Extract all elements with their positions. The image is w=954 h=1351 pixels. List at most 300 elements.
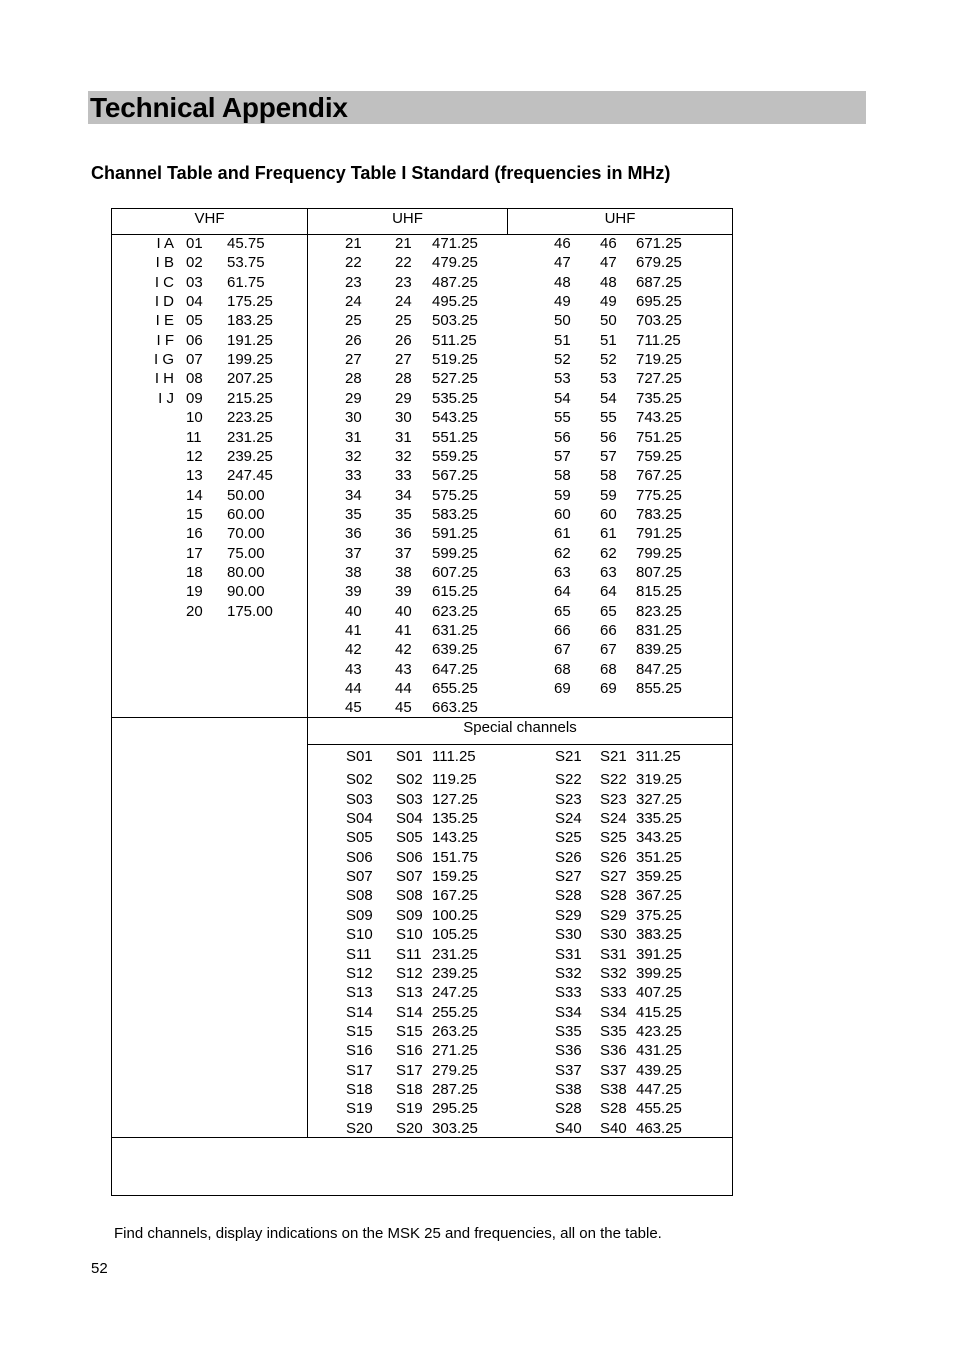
- frequency: 615.25: [432, 583, 478, 601]
- frequency: 391.25: [636, 945, 682, 963]
- display-code: S20: [396, 1119, 423, 1137]
- frequency: 327.25: [636, 790, 682, 808]
- frequency: 375.25: [636, 906, 682, 924]
- display-code: S18: [396, 1080, 423, 1098]
- frequency: 687.25: [636, 273, 682, 291]
- frequency: 287.25: [432, 1080, 478, 1098]
- frequency: 319.25: [636, 771, 682, 789]
- channel-code: 35: [345, 505, 362, 523]
- display-code: S06: [396, 848, 423, 866]
- channel-code: S04: [346, 810, 373, 828]
- channel-code: 24: [345, 293, 362, 311]
- display-code: 50: [600, 312, 617, 330]
- frequency: 53.75: [227, 254, 265, 272]
- table-footnote: Find channels, display indications on the MSK 25 and frequencies, all on the table.: [114, 1225, 662, 1242]
- display-code: 61: [600, 525, 617, 543]
- channel-code: 42: [345, 641, 362, 659]
- display-code: 39: [395, 583, 412, 601]
- frequency: 719.25: [636, 351, 682, 369]
- frequency: 439.25: [636, 1061, 682, 1079]
- title-bar: [88, 91, 866, 124]
- channel-code: 44: [345, 680, 362, 698]
- frequency: 335.25: [636, 810, 682, 828]
- frequency: 80.00: [227, 563, 265, 581]
- frequency: 487.25: [432, 273, 478, 291]
- channel-code: 32: [345, 447, 362, 465]
- frequency: 415.25: [636, 1003, 682, 1021]
- display-code: 44: [395, 680, 412, 698]
- frequency: 807.25: [636, 563, 682, 581]
- channel-code: S34: [555, 1003, 582, 1021]
- frequency: 223.25: [227, 409, 273, 427]
- channel-code: S37: [555, 1061, 582, 1079]
- display-code: S30: [600, 926, 627, 944]
- frequency: 50.00: [227, 486, 265, 504]
- display-code: S34: [600, 1003, 627, 1021]
- display-code: S25: [600, 829, 627, 847]
- display-code: 25: [395, 312, 412, 330]
- display-code: 51: [600, 331, 617, 349]
- frequency: 100.25: [432, 906, 478, 924]
- channel-code: 36: [345, 525, 362, 543]
- display-code: S08: [396, 887, 423, 905]
- frequency: 767.25: [636, 467, 682, 485]
- channel-code: I G: [153, 351, 174, 369]
- channel-code: S36: [555, 1042, 582, 1060]
- channel-code: 52: [554, 351, 571, 369]
- frequency: 311.25: [636, 748, 681, 765]
- frequency: 791.25: [636, 525, 682, 543]
- frequency: 279.25: [432, 1061, 478, 1079]
- display-code: 52: [600, 351, 617, 369]
- display-code: S28: [600, 887, 627, 905]
- table-subtitle: Channel Table and Frequency Table I Standard (frequencies in MHz): [91, 163, 671, 183]
- frequency: 151.75: [432, 848, 478, 866]
- display-code: 19: [186, 583, 203, 601]
- frequency: 455.25: [636, 1100, 682, 1118]
- display-code: 21: [395, 235, 412, 252]
- frequency: 359.25: [636, 868, 682, 886]
- frequency: 431.25: [636, 1042, 682, 1060]
- display-code: 01: [186, 235, 203, 252]
- channel-code: I B: [155, 254, 174, 272]
- frequency: 663.25: [432, 699, 478, 717]
- display-code: 66: [600, 622, 617, 639]
- frequency: 599.25: [432, 544, 478, 562]
- display-code: 29: [395, 389, 412, 407]
- frequency: 183.25: [227, 312, 273, 330]
- channel-code: 21: [345, 235, 362, 252]
- header-uhf-1: UHF: [392, 210, 423, 227]
- display-code: 28: [395, 370, 412, 388]
- display-code: 42: [395, 641, 412, 659]
- frequency: 823.25: [636, 602, 682, 620]
- frequency: 631.25: [432, 622, 478, 639]
- frequency: 303.25: [432, 1119, 478, 1137]
- frequency: 639.25: [432, 641, 478, 659]
- channel-code: 59: [554, 486, 571, 504]
- header-uhf-2: UHF: [604, 210, 636, 227]
- channel-code: 48: [554, 273, 571, 291]
- frequency: 135.25: [432, 810, 478, 828]
- display-code: 33: [395, 467, 412, 485]
- channel-code: 27: [345, 351, 362, 369]
- display-code: S21: [600, 748, 627, 765]
- display-code: 57: [600, 447, 617, 465]
- display-code: 15: [186, 505, 203, 523]
- display-code: 09: [186, 389, 203, 407]
- channel-code: 61: [554, 525, 571, 543]
- frequency: 45.75: [227, 235, 265, 252]
- display-code: 56: [600, 428, 617, 446]
- display-code: S16: [396, 1042, 423, 1060]
- display-code: 08: [186, 370, 203, 388]
- frequency: 127.25: [432, 790, 478, 808]
- frequency: 407.25: [636, 984, 682, 1002]
- display-code: 36: [395, 525, 412, 543]
- frequency: 175.00: [227, 602, 273, 620]
- display-code: 54: [600, 389, 617, 407]
- channel-code: 51: [554, 331, 571, 349]
- channel-code: 56: [554, 428, 571, 446]
- frequency: 591.25: [432, 525, 478, 543]
- channel-code: 67: [554, 641, 571, 659]
- channel-code: S28: [555, 1100, 582, 1118]
- frequency: 655.25: [432, 680, 478, 698]
- frequency: 447.25: [636, 1080, 682, 1098]
- frequency: 623.25: [432, 602, 478, 620]
- frequency: 191.25: [227, 331, 273, 349]
- channel-code: 50: [554, 312, 571, 330]
- channel-code: 64: [554, 583, 571, 601]
- display-code: S09: [396, 906, 423, 924]
- display-code: 02: [186, 254, 203, 272]
- frequency: 105.25: [432, 926, 478, 944]
- display-code: 34: [395, 486, 412, 504]
- channel-code: I C: [154, 273, 174, 291]
- frequency: 575.25: [432, 486, 478, 504]
- channel-code: S13: [346, 984, 373, 1002]
- channel-code: 69: [554, 680, 571, 698]
- display-code: S10: [396, 926, 423, 944]
- channel-code: 53: [554, 370, 571, 388]
- channel-code: S21: [555, 748, 582, 765]
- display-code: S04: [396, 810, 423, 828]
- frequency: 711.25: [636, 331, 681, 349]
- frequency: 295.25: [432, 1100, 478, 1118]
- display-code: S03: [396, 790, 423, 808]
- frequency: 70.00: [227, 525, 265, 543]
- display-code: 27: [395, 351, 412, 369]
- frequency: 239.25: [432, 964, 478, 982]
- channel-code: S26: [555, 848, 582, 866]
- channel-code: S24: [555, 810, 582, 828]
- display-code: S22: [600, 771, 627, 789]
- channel-code: 57: [554, 447, 571, 465]
- frequency: 695.25: [636, 293, 682, 311]
- channel-code: S10: [346, 926, 373, 944]
- display-code: S27: [600, 868, 627, 886]
- display-code: 05: [186, 312, 203, 330]
- frequency: 143.25: [432, 829, 478, 847]
- channel-code: 34: [345, 486, 362, 504]
- channel-code: 49: [554, 293, 571, 311]
- frequency: 751.25: [636, 428, 682, 446]
- frequency: 351.25: [636, 848, 682, 866]
- frequency: 159.25: [432, 868, 478, 886]
- special-header-divider: [308, 744, 732, 745]
- display-code: 06: [186, 331, 203, 349]
- channel-code: 55: [554, 409, 571, 427]
- frequency: 383.25: [636, 926, 682, 944]
- frequency: 247.45: [227, 467, 273, 485]
- channel-code: 46: [554, 235, 571, 252]
- channel-code: S12: [346, 964, 373, 982]
- display-code: S28: [600, 1100, 627, 1118]
- display-code: S29: [600, 906, 627, 924]
- display-code: 59: [600, 486, 617, 504]
- display-code: 38: [395, 563, 412, 581]
- channel-code: S32: [555, 964, 582, 982]
- display-code: 65: [600, 602, 617, 620]
- header-vhf: VHF: [194, 210, 225, 227]
- channel-code: 30: [345, 409, 362, 427]
- channel-code: S07: [346, 868, 373, 886]
- frequency: 511.25: [432, 331, 477, 349]
- display-code: S38: [600, 1080, 627, 1098]
- channel-code: S38: [555, 1080, 582, 1098]
- frequency: 175.25: [227, 293, 273, 311]
- display-code: 32: [395, 447, 412, 465]
- frequency: 61.75: [227, 273, 265, 291]
- frequency: 399.25: [636, 964, 682, 982]
- display-code: 67: [600, 641, 617, 659]
- channel-code: 41: [345, 622, 362, 639]
- channel-code: 37: [345, 544, 362, 562]
- display-code: S37: [600, 1061, 627, 1079]
- channel-code: S29: [555, 906, 582, 924]
- display-code: S17: [396, 1061, 423, 1079]
- channel-code: S14: [346, 1003, 373, 1021]
- channel-code: S25: [555, 829, 582, 847]
- frequency: 527.25: [432, 370, 478, 388]
- display-code: 03: [186, 273, 203, 291]
- channel-code: 63: [554, 563, 571, 581]
- frequency: 119.25: [432, 771, 477, 789]
- channel-code: 23: [345, 273, 362, 291]
- frequency: 207.25: [227, 370, 273, 388]
- display-code: S40: [600, 1119, 627, 1137]
- display-code: S35: [600, 1022, 627, 1040]
- frequency: 647.25: [432, 660, 478, 678]
- channel-code: 29: [345, 389, 362, 407]
- display-code: 45: [395, 699, 412, 717]
- frequency: 535.25: [432, 389, 478, 407]
- channel-code: S28: [555, 887, 582, 905]
- channel-code: S27: [555, 868, 582, 886]
- display-code: 22: [395, 254, 412, 272]
- frequency: 847.25: [636, 660, 682, 678]
- frequency: 239.25: [227, 447, 273, 465]
- display-code: 37: [395, 544, 412, 562]
- frequency: 583.25: [432, 505, 478, 523]
- channel-code: S40: [555, 1119, 582, 1137]
- channel-code: S31: [555, 945, 582, 963]
- channel-code: 38: [345, 563, 362, 581]
- display-code: 63: [600, 563, 617, 581]
- display-code: S31: [600, 945, 627, 963]
- display-code: 49: [600, 293, 617, 311]
- channel-code: I E: [155, 312, 174, 330]
- frequency: 343.25: [636, 829, 682, 847]
- channel-code: S11: [346, 945, 372, 963]
- display-code: S32: [600, 964, 627, 982]
- frequency: 479.25: [432, 254, 478, 272]
- frequency: 679.25: [636, 254, 682, 272]
- display-code: 62: [600, 544, 617, 562]
- frequency: 231.25: [432, 945, 478, 963]
- channel-code: S05: [346, 829, 373, 847]
- channel-code: 66: [554, 622, 571, 639]
- display-code: 64: [600, 583, 617, 601]
- channel-code: S23: [555, 790, 582, 808]
- frequency: 471.25: [432, 235, 478, 252]
- display-code: 04: [186, 293, 203, 311]
- display-code: 41: [395, 622, 412, 639]
- channel-code: S16: [346, 1042, 373, 1060]
- special-channels-label: Special channels: [463, 719, 577, 736]
- channel-code: S02: [346, 771, 373, 789]
- frequency: 759.25: [636, 447, 682, 465]
- frequency: 367.25: [636, 887, 682, 905]
- frequency: 855.25: [636, 680, 682, 698]
- display-code: 07: [186, 351, 203, 369]
- channel-code: I A: [156, 235, 174, 252]
- frequency: 215.25: [227, 389, 273, 407]
- channel-code: 28: [345, 370, 362, 388]
- frequency: 743.25: [636, 409, 682, 427]
- display-code: S11: [396, 945, 422, 963]
- column-divider-vhf-uhf: [307, 209, 308, 1137]
- channel-code: S01: [346, 748, 373, 765]
- display-code: S26: [600, 848, 627, 866]
- frequency: 671.25: [636, 235, 682, 252]
- display-code: 11: [186, 428, 202, 446]
- frequency: 559.25: [432, 447, 478, 465]
- channel-code: S06: [346, 848, 373, 866]
- display-code: 12: [186, 447, 203, 465]
- channel-code: 62: [554, 544, 571, 562]
- channel-code: I J: [158, 389, 174, 407]
- display-code: 26: [395, 331, 412, 349]
- channel-code: 65: [554, 602, 571, 620]
- channel-code: 40: [345, 602, 362, 620]
- frequency: 543.25: [432, 409, 478, 427]
- channel-table: [111, 208, 733, 1242]
- display-code: S13: [396, 984, 423, 1002]
- channel-code: S33: [555, 984, 582, 1002]
- frequency: 463.25: [636, 1119, 682, 1137]
- frequency: 60.00: [227, 505, 265, 523]
- frequency: 607.25: [432, 563, 478, 581]
- display-code: S33: [600, 984, 627, 1002]
- channel-code: I D: [154, 293, 174, 311]
- frequency: 831.25: [636, 622, 682, 639]
- channel-code: S08: [346, 887, 373, 905]
- display-code: S02: [396, 771, 423, 789]
- channel-code: S20: [346, 1119, 373, 1137]
- frequency: 271.25: [432, 1042, 478, 1060]
- display-code: S36: [600, 1042, 627, 1060]
- channel-code: S19: [346, 1100, 373, 1118]
- channel-code: 68: [554, 660, 571, 678]
- channel-code: S15: [346, 1022, 373, 1040]
- frequency: 75.00: [227, 544, 265, 562]
- frequency: 735.25: [636, 389, 682, 407]
- display-code: 43: [395, 660, 412, 678]
- display-code: 55: [600, 409, 617, 427]
- display-code: 31: [395, 428, 412, 446]
- display-code: 48: [600, 273, 617, 291]
- display-code: S24: [600, 810, 627, 828]
- frequency: 90.00: [227, 583, 265, 601]
- frequency: 799.25: [636, 544, 682, 562]
- channel-code: S09: [346, 906, 373, 924]
- frequency: 567.25: [432, 467, 478, 485]
- display-code: 69: [600, 680, 617, 698]
- display-code: S01: [396, 748, 423, 765]
- frequency: 783.25: [636, 505, 682, 523]
- frequency: 775.25: [636, 486, 682, 504]
- channel-code: 33: [345, 467, 362, 485]
- display-code: 40: [395, 602, 412, 620]
- channel-code: S03: [346, 790, 373, 808]
- display-code: 24: [395, 293, 412, 311]
- display-code: 14: [186, 486, 203, 504]
- frequency: 551.25: [432, 428, 478, 446]
- display-code: 13: [186, 467, 203, 485]
- page-number: 52: [91, 1260, 108, 1277]
- channel-code: S30: [555, 926, 582, 944]
- display-code: 18: [186, 563, 203, 581]
- frequency: 111.25: [432, 748, 476, 765]
- channel-code: I H: [154, 370, 174, 388]
- display-code: 10: [186, 409, 203, 427]
- display-code: 58: [600, 467, 617, 485]
- display-code: 16: [186, 525, 203, 543]
- channel-code: 31: [345, 428, 362, 446]
- display-code: 60: [600, 505, 617, 523]
- display-code: S19: [396, 1100, 423, 1118]
- display-code: 47: [600, 254, 617, 272]
- channel-code: 58: [554, 467, 571, 485]
- display-code: 68: [600, 660, 617, 678]
- frequency: 423.25: [636, 1022, 682, 1040]
- frequency: 839.25: [636, 641, 682, 659]
- display-code: 35: [395, 505, 412, 523]
- display-code: 23: [395, 273, 412, 291]
- frequency: 815.25: [636, 583, 682, 601]
- channel-code: 39: [345, 583, 362, 601]
- display-code: S15: [396, 1022, 423, 1040]
- display-code: S05: [396, 829, 423, 847]
- channel-code: 43: [345, 660, 362, 678]
- channel-code: 25: [345, 312, 362, 330]
- channel-code: 54: [554, 389, 571, 407]
- display-code: 53: [600, 370, 617, 388]
- display-code: S14: [396, 1003, 423, 1021]
- frequency: 231.25: [227, 428, 273, 446]
